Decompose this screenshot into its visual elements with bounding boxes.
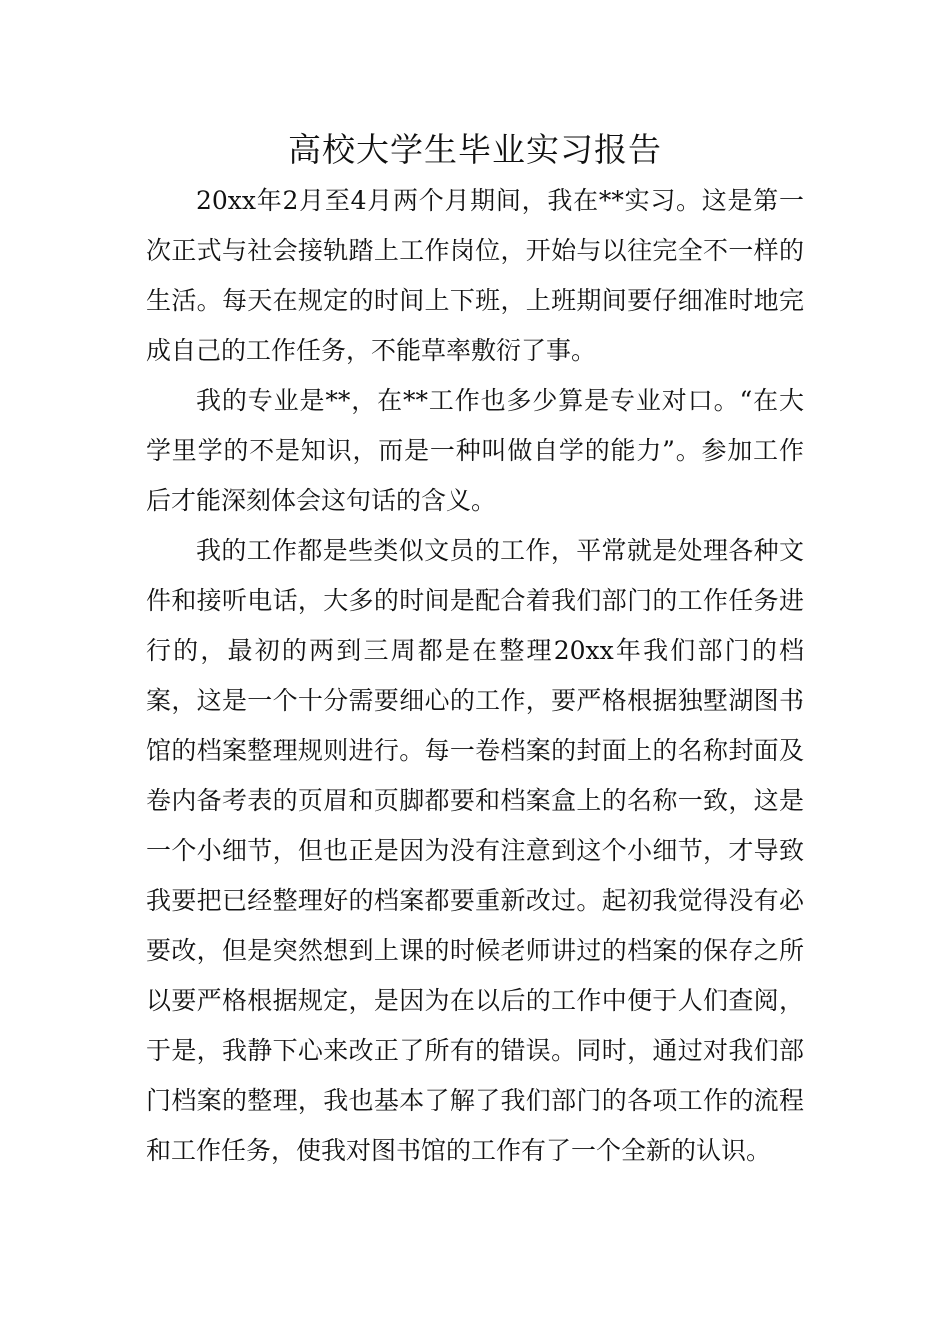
paragraph-1: 20xx年2月至4月两个月期间，我在**实习。这是第一次正式与社会接轨踏上工作岗位，开始与以往完全不一样的生活。每天在规定的时间上下班，上班期间要仔细准时地完成自己的工作任务，不能草率敷衍了事。 xyxy=(146,186,804,365)
paragraph-2: 我的专业是**，在**工作也多少算是专业对口。“在大学里学的不是知识，而是一种叫做自学的能力”。参加工作后才能深刻体会这句话的含义。 xyxy=(146,386,804,515)
document-body xyxy=(146,176,804,1176)
paragraph-3: 我的工作都是些类似文员的工作，平常就是处理各种文件和接听电话，大多的时间是配合着我们部门的工作任务进行的，最初的两到三周都是在整理20xx年我们部门的档案，这是一个十分需要细心的工作，要严格根据独墅湖图书馆的档案整理规则进行。每一卷档案的封面上的名称封面及卷内备考表的页眉和页脚都要和档案盒上的名称一致，这是一个小细节，但也正是因为没有注意到这个小细节，才导致我要把已经整理好的档案都要重新改过。起初我觉得没有必要改，但是突然想到上课的时候老师讲过的档案的保存之所以要严格根据规定，是因为在以后的工作中便于人们查阅，于是，我静下心来改正了所有的错误。同时，通过对我们部门档案的整理，我也基本了解了我们部门的各项工作的流程和工作任务，使我对图书馆的工作有了一个全新的认识。 xyxy=(146,536,804,1165)
document-title: 高校大学生毕业实习报告 xyxy=(288,130,662,169)
